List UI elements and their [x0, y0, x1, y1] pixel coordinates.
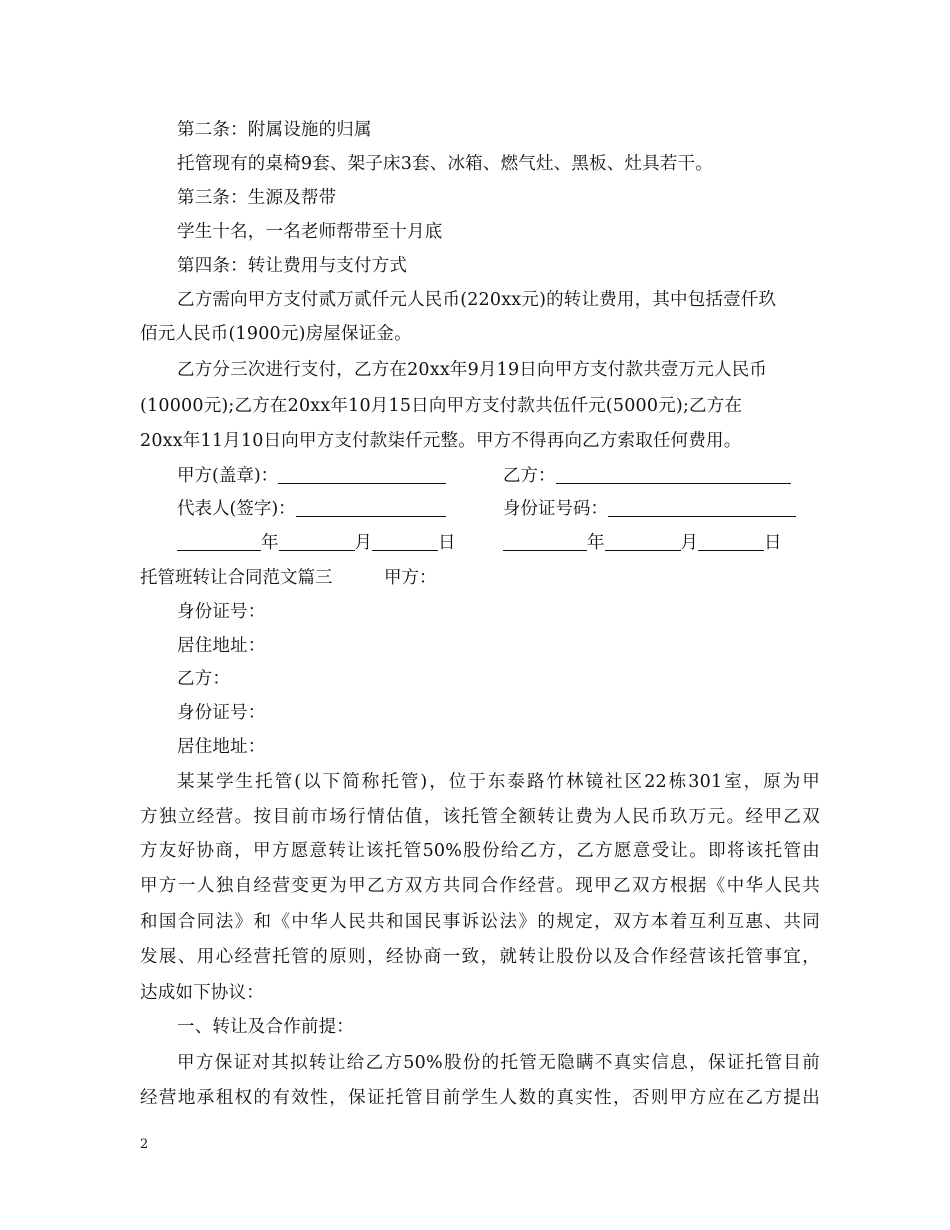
text-line: 托管现有的桌椅9套、架子床3套、冰箱、燃气灶、黑板、灶具若干。 [177, 154, 713, 174]
paragraph-line: 某某学生托管(以下简称托管)，位于东泰路竹林镜社区22栋301室，原为甲 [177, 772, 820, 792]
text-line: 乙方需向甲方支付贰万贰仟元人民币(220xx元)的转让费用，其中包括壹仟玖 [177, 290, 777, 310]
text-line: 乙方分三次进行支付，乙方在20xx年9月19日向甲方支付款共壹万元人民币 [177, 360, 768, 380]
party-a-id-label: 身份证号： [177, 602, 266, 622]
paragraph-line: 达成如下协议： [140, 983, 264, 1003]
paragraph-line: 经营地承租权的有效性，保证托管目前学生人数的真实性，否则甲方应在乙方提出 [140, 1088, 820, 1108]
text-line: 学生十名，一名老师帮带至十月底 [177, 222, 443, 242]
page-number: 2 [140, 1137, 149, 1152]
party-b-blank [556, 465, 791, 484]
day-blank [698, 532, 764, 551]
section-heading: 托管班转让合同范文篇三 [140, 568, 333, 588]
paragraph-line: 发展、用心经营托管的原则，经协商一致，就转让股份以及合作经营该托管事宜， [140, 947, 820, 967]
paragraph-line: 甲方一人独自经营变更为甲乙方双方共同合作经营。现甲乙双方根据《中华人民共 [140, 876, 820, 896]
party-a-seal-line [177, 465, 446, 487]
date-line-b [503, 532, 782, 554]
month-label: 月 [680, 533, 698, 553]
text-line: (10000元);乙方在20xx年10月15日向甲方支付款共伍仟元(5000元);乙方在 [140, 396, 743, 416]
date-line-a [177, 532, 456, 554]
day-label: 日 [438, 533, 456, 553]
id-number-line [503, 498, 796, 520]
paragraph-line: 甲方保证对其拟转让给乙方50%股份的托管无隐瞒不真实信息，保证托管目前 [177, 1053, 820, 1073]
article-3-heading: 第三条：生源及帮带 [177, 188, 337, 208]
party-a-seal-label: 甲方(盖章)： [177, 466, 279, 486]
day-label: 日 [764, 533, 782, 553]
party-b-label: 乙方： [503, 466, 556, 486]
id-number-label: 身份证号码： [503, 499, 608, 519]
representative-label: 代表人(签字)： [177, 499, 296, 519]
paragraph-line: 方独立经营。按目前市场行情估值，该托管全额转让费为人民币玖万元。经甲乙双 [140, 807, 820, 827]
paragraph-line: 方友好协商，甲方愿意转让该托管50%股份给乙方，乙方愿意受让。即将该托管由 [140, 841, 820, 861]
year-blank [503, 532, 587, 551]
year-label: 年 [261, 533, 279, 553]
party-b-line [503, 465, 791, 487]
article-2-heading: 第二条：附属设施的归属 [177, 120, 372, 140]
party-b-id-label: 身份证号： [177, 703, 266, 723]
month-blank [279, 532, 355, 551]
party-b-label: 乙方： [177, 669, 231, 689]
month-label: 月 [354, 533, 372, 553]
text-line: 20xx年11月10日向甲方支付款柒仟元整。甲方不得再向乙方索取任何费用。 [140, 431, 742, 451]
year-blank [177, 532, 261, 551]
representative-line [177, 498, 446, 520]
clause-heading: 一、转让及合作前提： [177, 1017, 354, 1037]
article-4-heading: 第四条：转让费用与支付方式 [177, 256, 408, 276]
representative-blank [296, 498, 446, 517]
text-line: 佰元人民币(1900元)房屋保证金。 [140, 324, 412, 344]
paragraph-line: 和国合同法》和《中华人民共和国民事诉讼法》的规定，双方本着互利互惠、共同 [140, 912, 820, 932]
year-label: 年 [587, 533, 605, 553]
party-a-address-label: 居住地址： [177, 636, 266, 656]
day-blank [372, 532, 438, 551]
month-blank [605, 532, 681, 551]
party-b-address-label: 居住地址： [177, 737, 266, 757]
heading-party-a-label: 甲方： [384, 568, 437, 588]
id-number-blank [608, 498, 796, 517]
party-a-seal-blank [278, 465, 446, 484]
